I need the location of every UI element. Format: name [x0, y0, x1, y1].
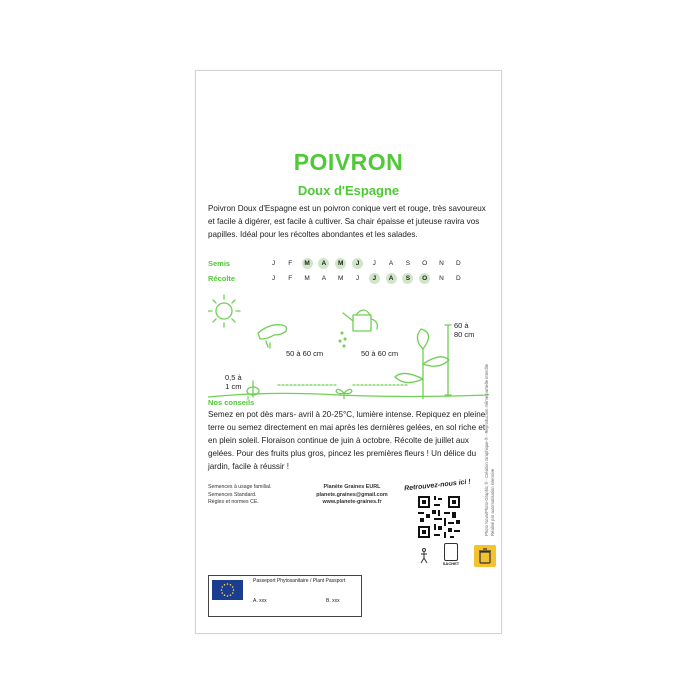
semis-month-2: F	[288, 260, 293, 267]
plant-icon	[395, 325, 451, 399]
product-description: Poivron Doux d'Espagne est un poivron conique vert et rouge, très savoureux et facile à digérer, est facile à cultiver. Sa chair épaisse et juteuse ravira vos papilles. Idéal pour les récoltes abondantes et les salades.	[208, 204, 486, 239]
bin-icon	[474, 545, 496, 567]
recolte-month-3: M	[304, 275, 310, 282]
eu-flag-icon	[212, 580, 243, 600]
recolte-month-8: A	[386, 273, 397, 284]
hand-sowing-icon	[258, 325, 287, 348]
recolte-months-row	[268, 273, 468, 285]
plant-passport-box	[208, 575, 362, 617]
sachet-label: SACHET	[442, 561, 460, 566]
semis-month-3: M	[302, 258, 313, 269]
recolte-month-9: S	[402, 273, 413, 284]
company-info	[306, 484, 398, 507]
legal-info	[208, 484, 271, 507]
semis-month-7: J	[372, 260, 376, 267]
seed-packet-back	[195, 70, 502, 634]
product-title: POIVRON	[293, 149, 404, 175]
recolte-month-11: N	[439, 275, 444, 282]
semis-months-row	[268, 258, 468, 270]
triman-icon	[416, 547, 432, 565]
passport-field-a: A. xxx	[253, 598, 267, 604]
product-subtitle: Doux d'Espagne	[297, 183, 400, 198]
recolte-month-7: J	[369, 273, 380, 284]
sachet-icon	[444, 543, 458, 561]
legal-line-1: Semences à usage familial.	[208, 484, 272, 490]
recolte-month-5: M	[337, 275, 344, 282]
passport-field-b: B. xxx	[326, 598, 340, 604]
spacing-label-2: 50 à 60 cm	[361, 349, 399, 358]
watering-can-icon	[339, 310, 377, 347]
semis-month-4: A	[318, 258, 329, 269]
sachet-recycle-badge	[440, 543, 462, 569]
depth-label: 0,5 à 1 cm	[225, 373, 242, 391]
recolte-month-2: F	[288, 275, 293, 282]
recolte-month-1: J	[271, 275, 276, 282]
conseils-text: Semez en pot dès mars- avril à 20-25°C, lumière intense. Repiquez en pleine terre ou semez directement en mai après les dernières gelées, en sol riche et en plein soleil. Floraison continue de juin à octobre. Récolte de juillet aux gelées. Pour des fruits plus gros, pincez les premières fleurs ! Un délice du jardin, facile à réussir !	[208, 410, 486, 471]
semis-month-10: O	[422, 260, 428, 267]
qr-caption: Retrouvez-nous ici !	[403, 478, 472, 493]
legal-line-2: Semences Standard.	[208, 491, 257, 498]
passport-title: Passeport Phytosanitaire / Plant Passport	[253, 578, 346, 584]
conseils-title: Nos conseils	[208, 398, 255, 407]
recolte-month-12: D	[455, 275, 461, 282]
sun-icon	[208, 295, 240, 327]
recolte-month-6: J	[355, 275, 360, 282]
company-website[interactable]: www.planete-graines.fr	[322, 499, 382, 505]
legal-line-3: Règles et normes CE.	[208, 499, 259, 505]
seed-icon	[247, 381, 259, 397]
semis-month-6: J	[352, 258, 363, 269]
seedling-icon	[336, 389, 352, 399]
semis-month-8: A	[388, 260, 394, 267]
qr-code[interactable]	[416, 494, 462, 540]
company-name: Planète Graines EURL	[323, 484, 381, 490]
side-credits	[484, 364, 495, 536]
side-credits-line-1: Photo Nova/Photo-Graphic ® - Création Graphique ® - Reproduction même partielle interdite	[484, 363, 489, 536]
side-credits-line-2: Réalisé par automatisation intensive	[489, 468, 495, 536]
recolte-month-10: O	[419, 273, 430, 284]
growing-illustration	[208, 289, 490, 404]
spacing-label-1: 50 à 60 cm	[286, 349, 324, 358]
recolte-month-4: A	[321, 275, 327, 282]
recolte-label: Récolte	[208, 274, 236, 283]
semis-month-1: J	[271, 260, 276, 267]
semis-label: Semis	[208, 259, 231, 268]
height-label: 60 à 80 cm	[454, 321, 475, 339]
semis-month-5: M	[335, 258, 346, 269]
semis-month-11: N	[439, 260, 444, 267]
company-email[interactable]: planete.graines@gmail.com	[316, 491, 388, 498]
semis-month-12: D	[455, 260, 461, 267]
semis-month-9: S	[405, 260, 411, 267]
